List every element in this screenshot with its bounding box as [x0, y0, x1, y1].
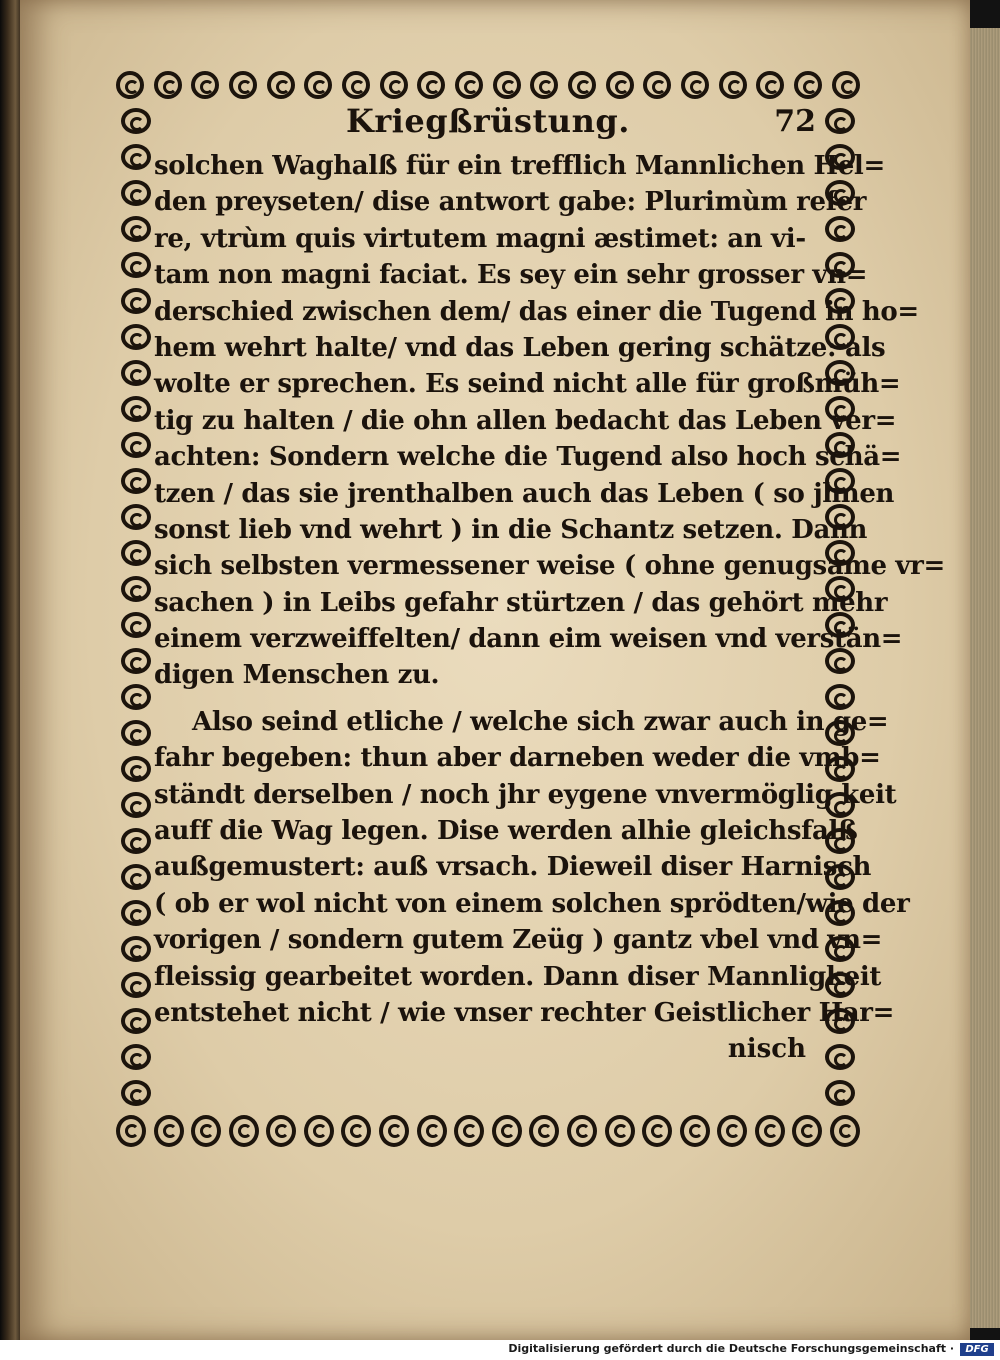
- text-line: digen Menschen zu.: [154, 660, 440, 691]
- ornament: [121, 288, 151, 314]
- ornament: [567, 1115, 597, 1147]
- text-line: den preyseten/ dise antwort gabe: Plurimùm refer: [154, 187, 867, 218]
- text-line: ( ob er wol nicht von einem solchen sprödten/wie der: [154, 888, 910, 919]
- ornament: [380, 71, 408, 99]
- text-line: derschied zwischen dem/ das einer die Tugend in ho=: [154, 296, 919, 327]
- text-line: solchen Waghalß für ein trefflich Mannlichen Hel=: [154, 151, 885, 181]
- text-line: sachen ) in Leibs gefahr stürtzen / das gehört mehr: [154, 587, 888, 618]
- ornament: [568, 71, 596, 99]
- ornament: [154, 1115, 184, 1147]
- running-title: Kriegßrüstung.: [346, 102, 630, 140]
- text-line: auff die Wag legen. Dise werden alhie gleichsfalß: [154, 816, 858, 847]
- text-line: tam non magni faciat. Es sey ein sehr grosser vn=: [154, 260, 868, 291]
- text-line: Also seind etliche / welche sich zwar auch in ge=: [192, 706, 889, 737]
- text-line: fahr begeben: thun aber darneben weder die vmb=: [154, 743, 881, 774]
- ornament: [121, 216, 151, 242]
- text-line: achten: Sondern welche die Tugend also hoch schä=: [154, 442, 902, 473]
- ornament: [832, 71, 860, 99]
- border-bottom: [116, 1108, 860, 1154]
- ornament: [755, 1115, 785, 1147]
- paragraph-1: [154, 148, 945, 694]
- ornament: [121, 360, 151, 386]
- ornament: [121, 108, 151, 134]
- ornament: [191, 71, 219, 99]
- ornament: [643, 71, 671, 99]
- ornament: [719, 71, 747, 99]
- ornament: [121, 864, 151, 890]
- ornament: [121, 756, 151, 782]
- ornament: [121, 468, 151, 494]
- ornament: [121, 720, 151, 746]
- ornament: [121, 252, 151, 278]
- footer-bar: [0, 1340, 1000, 1360]
- border-top: [116, 64, 860, 106]
- ornament: [121, 1080, 151, 1106]
- ornament: [642, 1115, 672, 1147]
- ornament: [229, 1115, 259, 1147]
- ornament: [792, 1115, 822, 1147]
- text-line: hem wehrt halte/ vnd das Leben gering schätze: als: [154, 332, 886, 363]
- ornament: [121, 1008, 151, 1034]
- text-line: sonst lieb vnd wehrt ) in die Schantz setzen. Dann: [154, 514, 868, 545]
- text-line: re, vtrùm quis virtutem magni æstimet: an vi-: [154, 223, 806, 254]
- ornament: [121, 936, 151, 962]
- ornament: [379, 1115, 409, 1147]
- ornament: [681, 71, 709, 99]
- text-line: außgemustert: auß vrsach. Dieweil diser Harnisch: [154, 852, 872, 883]
- catchword: nisch: [727, 1034, 806, 1065]
- ornament: [116, 71, 144, 99]
- ornament: [825, 1080, 855, 1106]
- ornament: [717, 1115, 747, 1147]
- ornament: [121, 324, 151, 350]
- text-line: fleissig gearbeitet worden. Dann diser Mannligkeit: [154, 961, 882, 992]
- ornament: [154, 71, 182, 99]
- ornament: [191, 1115, 221, 1147]
- ornament: [121, 576, 151, 602]
- ornament: [121, 1044, 151, 1070]
- ornament: [680, 1115, 710, 1147]
- ornament: [342, 71, 370, 99]
- book-page: [20, 0, 970, 1340]
- ornament: [121, 648, 151, 674]
- text-line: entstehet nicht / wie vnser rechter Geistlicher Har=: [154, 997, 895, 1028]
- ornament: [455, 71, 483, 99]
- ornament: [830, 1115, 860, 1147]
- text-line: vorigen / sondern gutem Zeüg ) gantz vbel vnd vn=: [154, 925, 883, 956]
- text-block: [154, 102, 945, 1067]
- paragraph-2: [154, 704, 910, 1032]
- ornament: [121, 396, 151, 422]
- ornament: [304, 71, 332, 99]
- ornament: [530, 71, 558, 99]
- ornament: [121, 612, 151, 638]
- ornament: [756, 71, 784, 99]
- ornament: [606, 71, 634, 99]
- ornament: [121, 828, 151, 854]
- funding-credit: Digitalisierung gefördert durch die Deutsche Forschungsgemeinschaft ·: [508, 1342, 954, 1355]
- ornament: [304, 1115, 334, 1147]
- text-line: ständt derselben / noch jhr eygene vnvermöglig keit: [154, 779, 897, 810]
- ornament: [492, 1115, 522, 1147]
- ornament: [121, 540, 151, 566]
- ornament: [121, 684, 151, 710]
- ornament: [267, 71, 295, 99]
- ornament: [121, 180, 151, 206]
- dfg-logo: DFG: [960, 1343, 994, 1356]
- border-left: [116, 108, 156, 1106]
- ornament: [794, 71, 822, 99]
- ornament: [454, 1115, 484, 1147]
- ornament: [605, 1115, 635, 1147]
- ornament: [417, 1115, 447, 1147]
- ornament: [266, 1115, 296, 1147]
- ornament: [121, 432, 151, 458]
- text-line: tzen / das sie jrenthalben auch das Leben ( so jhnen: [154, 478, 895, 509]
- text-line: sich selbsten vermessener weise ( ohne genugsame vr=: [154, 551, 945, 582]
- page-number: 72: [774, 104, 816, 139]
- ornament: [529, 1115, 559, 1147]
- ornament: [121, 972, 151, 998]
- page-header: [154, 102, 830, 148]
- text-line: wolte er sprechen. Es seind nicht alle für großmüh=: [154, 369, 901, 400]
- ornament: [121, 144, 151, 170]
- ornament: [116, 1115, 146, 1147]
- facing-page-edge: [0, 0, 22, 1340]
- ornament: [229, 71, 257, 99]
- text-line: tig zu halten / die ohn allen bedacht das Leben ver=: [154, 405, 897, 436]
- ornament: [417, 71, 445, 99]
- text-line: einem verzweiffelten/ dann eim weisen vnd verstän=: [154, 624, 903, 655]
- ornament: [121, 792, 151, 818]
- ornament: [121, 504, 151, 530]
- ornament: [493, 71, 521, 99]
- ornament: [341, 1115, 371, 1147]
- ornament: [121, 900, 151, 926]
